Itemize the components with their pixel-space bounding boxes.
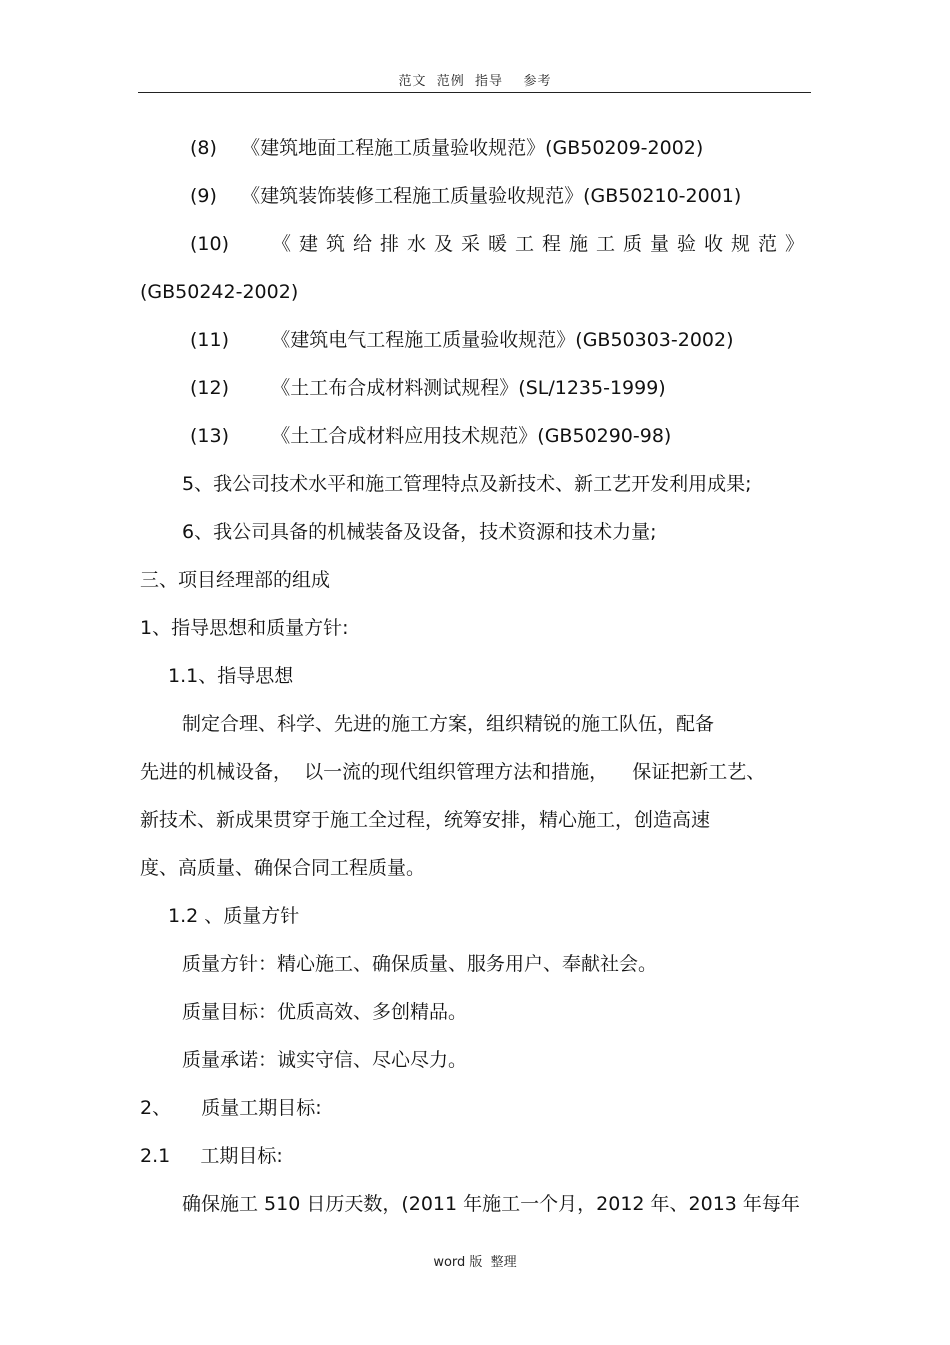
basis-item-5: 5、我公司技术水平和施工管理特点及新技术、新工艺开发利用成果;: [182, 473, 752, 495]
spec-item-10-code: (GB50242-2002): [140, 281, 299, 303]
spec-item-8: (8) 《建筑地面工程施工质量验收规范》(GB50209-2002): [190, 137, 704, 159]
section-heading-3: 三、项目经理部的组成: [140, 569, 331, 591]
spec-item-10: [190, 232, 812, 256]
spec-item-11: (11) 《建筑电气工程施工质量验收规范》(GB50303-2002): [190, 329, 734, 351]
quality-commitment: 质量承诺：诚实守信、尽心尽力。: [182, 1049, 468, 1071]
page-footer: word 版 整理: [433, 1255, 517, 1270]
quality-target: 质量目标：优质高效、多创精品。: [182, 1001, 468, 1023]
paragraph-line: 制定合理、科学、先进的施工方案，组织精锐的施工队伍，配备: [182, 713, 715, 735]
spec-item-10-number: (10): [190, 233, 230, 255]
quality-policy: 质量方针：精心施工、确保质量、服务用户、奉献社会。: [182, 953, 658, 975]
spec-item-12: (12) 《土工布合成材料测试规程》(SL/1235-1999): [190, 377, 666, 399]
header-divider: [138, 92, 811, 93]
page-header: 范文 范例 指导 参考: [398, 74, 552, 89]
paragraph-line: 度、高质量、确保合同工程质量。: [140, 857, 426, 879]
paragraph-line: 先进的机械设备， 以一流的现代组织管理方法和措施， 保证把新工艺、: [140, 761, 766, 783]
schedule-paragraph: 确保施工 510 日历天数，(2011 年施工一个月，2012 年、2013 年每年: [182, 1193, 800, 1215]
subsection-heading-1-2: 1.2 、质量方针: [168, 905, 300, 927]
subsection-heading-2: 2、 质量工期目标:: [140, 1097, 322, 1119]
spec-item-10-title: 《建筑给排水及采暖工程施工质量验收规范》: [271, 233, 812, 255]
spec-item-13: (13) 《土工合成材料应用技术规范》(GB50290-98): [190, 425, 672, 447]
subsection-heading-1: 1、指导思想和质量方针:: [140, 617, 349, 639]
subsection-heading-2-1: 2.1 工期目标:: [140, 1145, 283, 1167]
paragraph-line: 新技术、新成果贯穿于施工全过程，统筹安排，精心施工，创造高速: [140, 809, 711, 831]
subsection-heading-1-1: 1.1、指导思想: [168, 665, 294, 687]
basis-item-6: 6、我公司具备的机械装备及设备，技术资源和技术力量;: [182, 521, 657, 543]
spec-item-9: (9) 《建筑装饰装修工程施工质量验收规范》(GB50210-2001): [190, 185, 742, 207]
